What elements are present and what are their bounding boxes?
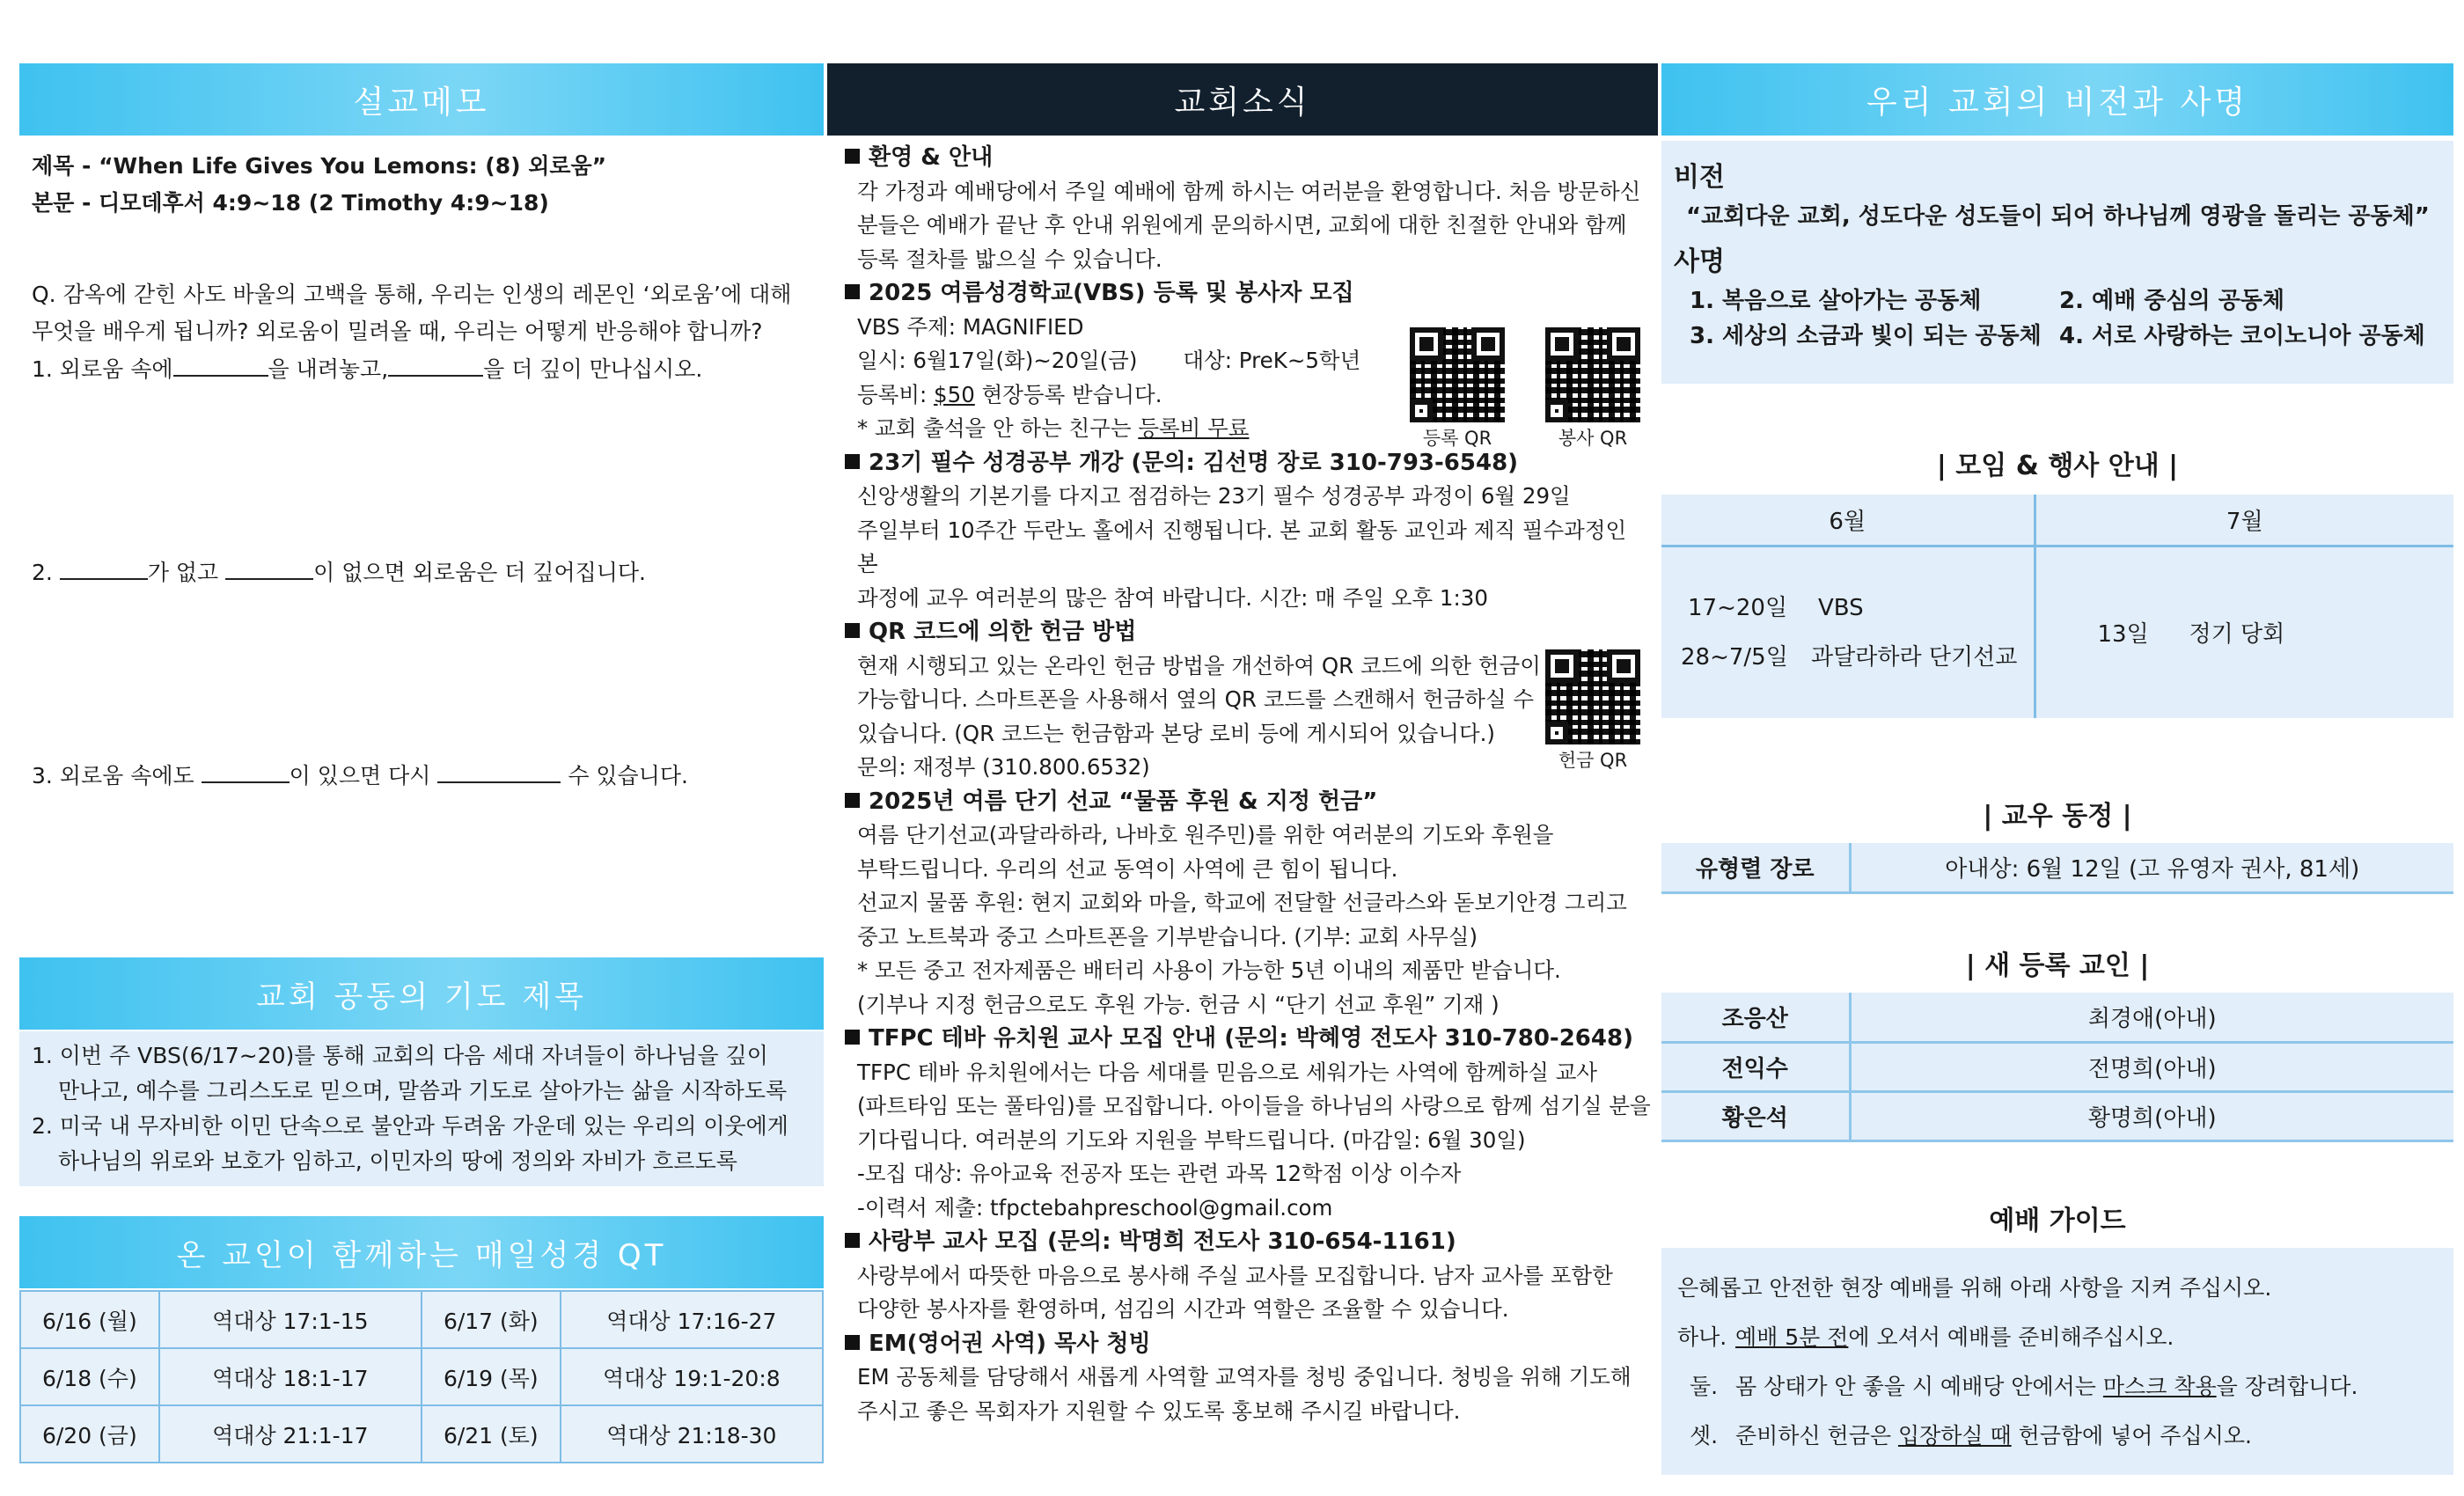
mission-item: 1. 복음으로 살아가는 공동체 — [1690, 288, 1982, 314]
bullet-square-icon — [845, 284, 860, 299]
guide-emphasis: 예배 5분 전 — [1735, 1324, 1849, 1350]
event-item — [2098, 616, 2454, 649]
event-item — [1688, 583, 2034, 633]
news-line: 분들은 예배가 끝난 후 안내 위원에게 문의하시면, 교회에 대한 친절한 안내와 함께 — [857, 212, 1627, 238]
new-member-spouse: 전명희(아내) — [1850, 1042, 2453, 1091]
table-row — [20, 1291, 823, 1348]
vision-label: 비전 — [1674, 162, 1725, 193]
guide-number: 셋. — [1690, 1423, 1719, 1448]
qt-reading: 역대상 19:1-20:8 — [561, 1348, 823, 1405]
news-line: 사랑부에서 따뜻한 마음으로 봉사해 주실 교사를 모집합니다. 남자 교사를 포함한 — [857, 1262, 1613, 1288]
news-heading-text: 23기 필수 성경공부 개강 (문의: 김선명 장로 310-793-6548) — [869, 449, 1519, 476]
events-table — [1661, 495, 2453, 718]
july-header: 7월 — [2035, 495, 2453, 546]
qt-date: 6/16 (월) — [20, 1291, 159, 1348]
news-heading — [845, 785, 1653, 819]
news-heading-text: 환영 & 안내 — [869, 144, 994, 171]
item-text: 이 있으면 다시 — [289, 763, 431, 788]
qt-date: 6/18 (수) — [20, 1348, 159, 1405]
prayer-line: 하나님의 위로와 보호가 임하고, 이민자의 땅에 정의와 자비가 흐르도록 — [58, 1148, 737, 1174]
fill-in-blank[interactable] — [388, 350, 483, 377]
item-text: 이 없으면 외로움은 더 깊어집니다. — [313, 560, 647, 585]
news-heading-text: TFPC 테바 유치원 교사 모집 안내 (문의: 박혜영 전도사 310-780-2648) — [869, 1025, 1633, 1052]
item-text: 수 있습니다. — [568, 763, 688, 788]
fee-value: $50 — [934, 381, 975, 407]
sermon-memo-title: 설교메모 — [353, 84, 490, 121]
news-line: (파트타임 또는 풀타임)를 모집합니다. 아이들을 하나님의 사랑으로 함께 섬기실 분을 — [857, 1093, 1651, 1118]
news-line: 부탁드립니다. 우리의 선교 동역이 사역에 큰 힘이 됩니다. — [857, 855, 1398, 882]
new-members-title: | 새 등록 교인 | — [1965, 950, 2150, 981]
bullet-square-icon — [845, 149, 860, 164]
item-text: 가 없고 — [147, 560, 219, 585]
news-list — [827, 136, 1658, 1428]
mission-list — [1674, 283, 2438, 354]
guide-item — [1677, 1412, 2438, 1461]
new-member-spouse: 최경애(아내) — [1850, 993, 2453, 1042]
fee-note: 현장등록 받습니다. — [974, 381, 1162, 407]
news-heading — [845, 615, 1653, 649]
news-line: * 모든 중고 전자제품은 배터리 사용이 가능한 5년 이내의 제품만 받습니다. — [857, 957, 1561, 983]
news-line: 다양한 봉사자를 환영하며, 섬김의 시간과 역할은 조율할 수 있습니다. — [857, 1296, 1509, 1322]
mission-item: 4. 서로 사랑하는 코이노니아 공동체 — [2059, 323, 2425, 349]
july-events — [2035, 546, 2453, 718]
event-name: 정기 당회 — [2189, 621, 2285, 649]
qt-date: 6/20 (금) — [20, 1405, 159, 1463]
guide-text: 헌금함에 넣어 주십시오. — [2011, 1423, 2252, 1448]
guide-intro: 은혜롭고 안전한 현장 예배를 위해 아래 사항을 지켜 주십시오. — [1677, 1275, 2272, 1301]
news-line: 선교지 물품 후원: 현지 교회와 마을, 학교에 전달할 선글라스와 돋보기안경 그리고 — [857, 890, 1627, 915]
sermon-memo — [19, 136, 824, 795]
offering-qr-code — [1545, 649, 1640, 744]
bullet-square-icon — [845, 1335, 860, 1350]
news-line: TFPC 테바 유치원에서는 다음 세대를 믿음으로 세워가는 사역에 함께하실 교사 — [857, 1059, 1598, 1085]
left-column — [19, 63, 824, 1471]
sermon-scripture: 본문 - 디모데후서 4:9~18 (2 Timothy 4:9~18) — [32, 190, 549, 216]
news-line: (기부나 지정 헌금으로도 후원 가능. 헌금 시 “단기 선교 후원” 기재 ) — [857, 991, 1500, 1017]
news-line: 있습니다. (QR 코드는 헌금함과 본당 로비 등에 게시되어 있습니다.) — [857, 720, 1495, 746]
mission-item: 3. 세상의 소금과 빛이 되는 공동체 — [1690, 323, 2042, 349]
free-note-emphasis: 등록비 무료 — [1138, 415, 1250, 441]
news-heading — [845, 1327, 1653, 1361]
item-text: 을 내려놓고, — [268, 356, 389, 382]
guide-item — [1677, 1313, 2438, 1362]
vision-header-title: 우리 교회의 비전과 사명 — [1866, 84, 2249, 121]
vision-header — [1661, 63, 2453, 136]
news-heading-text: EM(영어권 사역) 목사 청빙 — [869, 1330, 1151, 1357]
qt-reading: 역대상 18:1-17 — [159, 1348, 422, 1405]
table-row — [20, 1405, 823, 1463]
news-line: 과정에 교우 여러분의 많은 참여 바랍니다. 시간: 매 주일 오후 1:30 — [857, 584, 1488, 611]
guide-text: 에 오셔서 예배를 준비해주십시오. — [1848, 1324, 2174, 1350]
table-row — [1661, 546, 2453, 718]
worship-guide — [1661, 1248, 2453, 1475]
guide-text: 준비하신 헌금은 — [1735, 1423, 1898, 1448]
news-line: 문의: 재정부 (310.800.6532) — [857, 754, 1150, 780]
news-title: 교회소식 — [1174, 84, 1311, 121]
news-line — [845, 344, 1653, 378]
fill-in-item-1 — [32, 350, 811, 388]
news-line: 기다립니다. 여러분의 기도와 지원을 부탁드립니다. (마감일: 6월 30일) — [857, 1126, 1526, 1153]
sermon-title: 제목 - “When Life Gives You Lemons: (8) 외로움” — [32, 153, 607, 179]
news-line: 주시고 좋은 목회자가 지원할 수 있도록 홍보해 주시길 바랍니다. — [857, 1397, 1461, 1424]
news-heading — [845, 276, 1653, 311]
volunteer-qr-caption: 봉사 QR — [1558, 428, 1628, 449]
june-header: 6월 — [1661, 495, 2035, 546]
bullet-square-icon — [845, 1030, 860, 1045]
news-heading-text: 사랑부 교사 모집 (문의: 박명희 전도사 310-654-1161) — [869, 1228, 1456, 1255]
prayer-header — [19, 957, 824, 1030]
new-member-name: 전익수 — [1661, 1042, 1850, 1091]
item-text: 3. 외로움 속에도 — [32, 763, 194, 788]
table-row — [20, 1348, 823, 1405]
members-news-table — [1661, 843, 2453, 894]
new-member-name: 황은석 — [1661, 1091, 1850, 1140]
news-heading — [845, 1022, 1653, 1056]
vision-text: “교회다운 교회, 성도다운 성도들이 되어 하나님께 영광을 돌리는 공동체” — [1686, 203, 2430, 230]
news-line: 각 가정과 예배당에서 주일 예배에 함께 하시는 여러분을 환영합니다. 처음 방문하신 — [857, 178, 1641, 204]
table-row — [1661, 1091, 2453, 1140]
news-heading-text: 2025년 여름 단기 선교 “물품 후원 & 지정 헌금” — [869, 788, 1378, 815]
qt-date: 6/17 (화) — [422, 1291, 561, 1348]
news-line: 주일부터 10주간 두란노 홀에서 진행됩니다. 본 교회 활동 교인과 제직 필수과정인 본 — [857, 517, 1627, 576]
qt-reading: 역대상 21:1-17 — [159, 1405, 422, 1463]
news-heading-text: QR 코드에 의한 헌금 방법 — [869, 619, 1137, 645]
member-news-text: 아내상: 6월 12일 (고 유영자 권사, 81세) — [1850, 843, 2453, 892]
news-heading — [845, 446, 1653, 480]
fill-in-blank[interactable] — [225, 554, 313, 580]
qt-date: 6/21 (토) — [422, 1405, 561, 1463]
guide-number: 둘. — [1690, 1374, 1719, 1399]
guide-item — [1677, 1362, 2438, 1412]
new-members-table — [1661, 993, 2453, 1142]
news-line: 가능합니다. 스마트폰을 사용해서 옆의 QR 코드를 스캔해서 헌금하실 수 — [857, 686, 1535, 712]
event-name: 과달라하라 단기선교 — [1811, 643, 2018, 671]
sermon-memo-header — [19, 63, 824, 136]
event-name: VBS — [1818, 594, 1864, 621]
guide-text: 을 장려합니다. — [2216, 1374, 2358, 1399]
new-member-name: 조응산 — [1661, 993, 1850, 1042]
events-title: | 모임 & 행사 안내 | — [1936, 451, 2179, 481]
event-date: 28~7/5일 — [1681, 643, 1788, 671]
news-line: EM 공동체를 담당해서 새롭게 사역할 교역자를 청빙 중입니다. 청빙을 위해 기도해 — [857, 1364, 1632, 1390]
worship-guide-title: 예배 가이드 — [1989, 1206, 2126, 1236]
prayer-line: 1. 이번 주 VBS(6/17~20)를 통해 교회의 다음 세대 자녀들이 하나님을 깊이 — [32, 1043, 768, 1068]
vbs-target: 대상: PreK~5학년 — [1183, 348, 1361, 373]
bullet-square-icon — [845, 454, 860, 469]
mission-item: 2. 예배 중심의 공동체 — [2059, 288, 2285, 314]
prayer-title: 교회 공동의 기도 제목 — [255, 979, 588, 1015]
qt-reading: 역대상 21:18-30 — [561, 1405, 823, 1463]
table-row — [1661, 993, 2453, 1042]
news-line: -모집 대상: 유아교육 전공자 또는 관련 과목 12학점 이상 이수자 — [857, 1161, 1462, 1186]
event-date: 13일 — [2097, 621, 2149, 649]
event-date: 17~20일 — [1688, 594, 1788, 621]
table-row — [1661, 1042, 2453, 1091]
qt-reading: 역대상 17:16-27 — [561, 1291, 823, 1348]
bullet-square-icon — [845, 1233, 860, 1248]
bullet-square-icon — [845, 623, 860, 638]
fill-in-item-2 — [32, 554, 811, 591]
offering-qr-caption: 헌금 QR — [1558, 750, 1628, 771]
vision-box — [1661, 141, 2453, 384]
member-name: 유형렬 장로 — [1661, 843, 1850, 892]
fill-in-blank[interactable] — [60, 554, 148, 580]
fill-in-blank[interactable] — [173, 350, 268, 377]
mission-label: 사명 — [1674, 246, 1725, 277]
news-line: VBS 주제: MAGNIFIED — [857, 313, 1084, 340]
news-header — [827, 63, 1658, 136]
news-line: 등록 절차를 밟으실 수 있습니다. — [857, 246, 1162, 272]
prayer-line: 만나고, 예수를 그리스도로 믿으며, 말씀과 기도로 살아가는 삶을 시작하도록 — [58, 1078, 788, 1104]
new-member-spouse: 황명희(아내) — [1850, 1091, 2453, 1140]
fill-in-blank[interactable] — [437, 757, 561, 783]
registration-qr-code — [1410, 327, 1505, 422]
guide-text: 몸 상태가 안 좋을 시 예배당 안에서는 — [1735, 1374, 2103, 1399]
fill-in-blank[interactable] — [202, 757, 290, 783]
news-line: 중고 노트북과 중고 스마트폰을 기부받습니다. (기부: 교회 사무실) — [857, 923, 1478, 950]
fill-in-item-3 — [32, 757, 811, 795]
news-line — [845, 412, 1653, 446]
fee-label: 등록비: — [857, 381, 935, 407]
members-news-title: | 교우 동정 | — [1983, 801, 2132, 832]
middle-column — [827, 63, 1658, 1471]
prayer-line: 2. 미국 내 무자비한 이민 단속으로 불안과 두려움 가운데 있는 우리의 이웃에게 — [32, 1113, 788, 1139]
june-events — [1661, 546, 2035, 718]
qt-header — [19, 1216, 824, 1288]
guide-emphasis: 마스크 착용 — [2102, 1374, 2217, 1399]
news-line: 여름 단기선교(과달라하라, 나바호 원주민)를 위한 여러분의 기도와 후원을 — [857, 822, 1554, 847]
qt-date: 6/19 (목) — [422, 1348, 561, 1405]
news-heading-text: 2025 여름성경학교(VBS) 등록 및 봉사자 모집 — [869, 280, 1354, 306]
item-text: 을 더 깊이 만나십시오. — [483, 356, 703, 382]
free-note: * 교회 출석을 안 하는 친구는 — [857, 415, 1139, 441]
news-line: 신앙생활의 기본기를 다지고 점검하는 23기 필수 성경공부 과정이 6월 29일 — [857, 483, 1571, 509]
qt-table — [19, 1290, 824, 1463]
guide-number: 하나. — [1677, 1324, 1727, 1350]
item-text: 2. — [32, 560, 53, 585]
qt-reading: 역대상 17:1-15 — [159, 1291, 422, 1348]
guide-emphasis: 입장하실 때 — [1897, 1423, 2012, 1448]
bullet-square-icon — [845, 793, 860, 808]
prayer-list — [19, 1031, 824, 1186]
sermon-question-line: 무엇을 배우게 됩니까? 외로움이 밀려올 때, 우리는 어떻게 반응해야 합니까? — [32, 319, 763, 344]
news-line: -이력서 제출: tfpctebahpreschool@gmail.com — [857, 1194, 1333, 1221]
vbs-date: 일시: 6월17일(화)~20일(금) — [857, 348, 1138, 373]
right-column — [1661, 63, 2453, 1471]
volunteer-qr-code — [1545, 327, 1640, 422]
item-text: 1. 외로움 속에 — [32, 356, 173, 382]
table-row — [1661, 843, 2453, 892]
news-line — [845, 378, 1653, 413]
event-item — [1681, 633, 2034, 682]
news-line: 현재 시행되고 있는 온라인 헌금 방법을 개선하여 QR 코드에 의한 헌금이 — [857, 652, 1541, 678]
qt-title: 온 교인이 함께하는 매일성경 QT — [176, 1237, 667, 1273]
news-heading — [845, 1225, 1653, 1259]
sermon-question-line: Q. 감옥에 갇힌 사도 바울의 고백을 통해, 우리는 인생의 레몬인 ‘외로움’에 대해 — [32, 282, 792, 307]
table-row — [1661, 495, 2453, 546]
news-heading — [845, 141, 1653, 175]
registration-qr-caption: 등록 QR — [1422, 428, 1492, 449]
